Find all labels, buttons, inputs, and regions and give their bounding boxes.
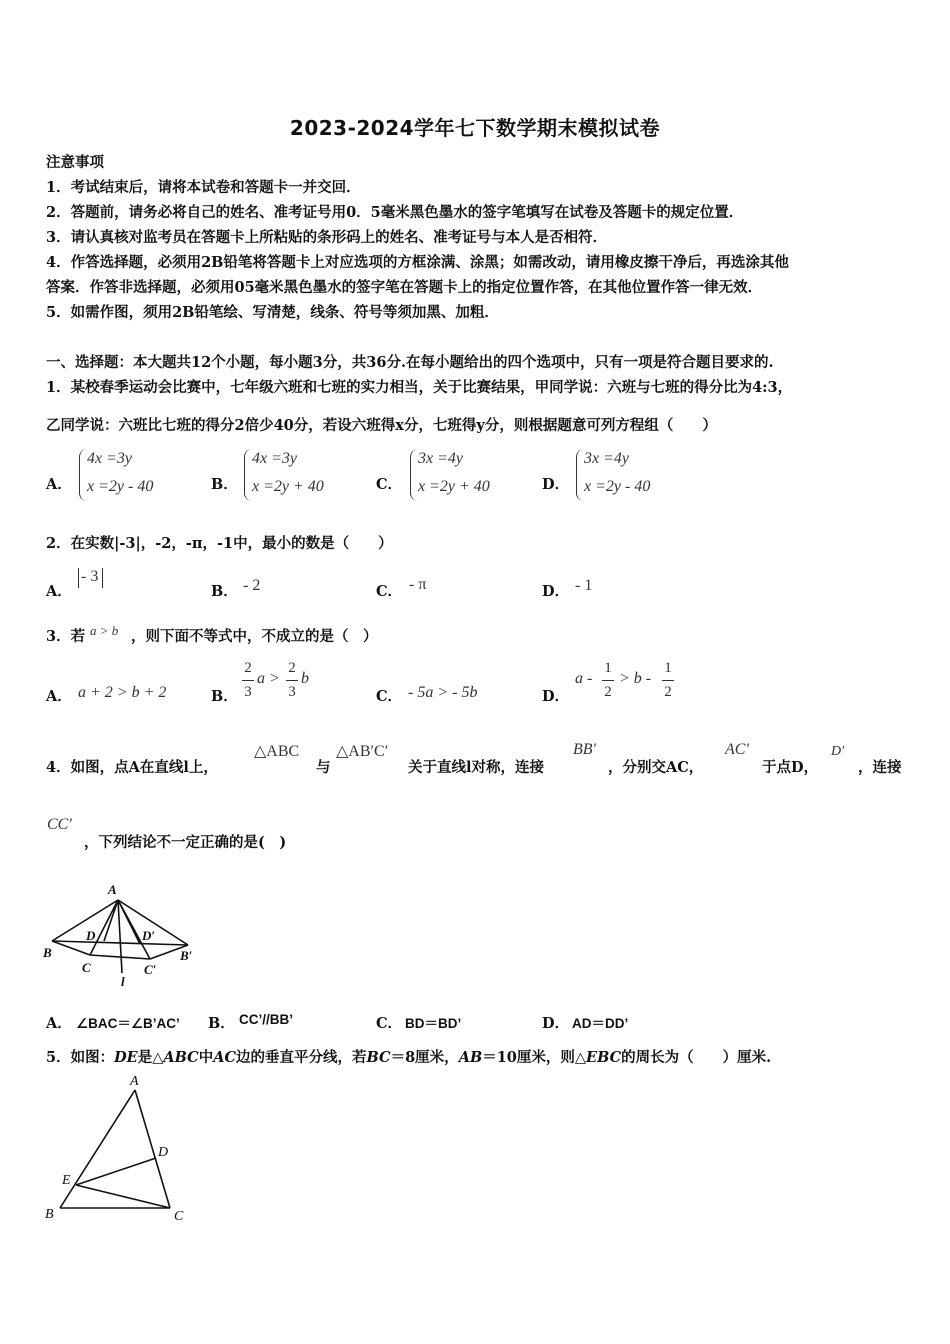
q3-suffix: ，则下面不等式中，不成立的是（ ） bbox=[131, 628, 378, 645]
fraction-numerator: 2 bbox=[288, 660, 296, 676]
equation: x =2y + 40 bbox=[418, 478, 490, 495]
option-label: B． bbox=[211, 583, 238, 600]
fig-label-l: l bbox=[121, 974, 125, 988]
equation: 3x =4y bbox=[418, 450, 463, 467]
option-label: A． bbox=[46, 1015, 72, 1032]
fraction-numerator: 1 bbox=[664, 660, 672, 676]
q5-ac: AC bbox=[213, 1049, 237, 1066]
q5-bc: BC bbox=[366, 1049, 391, 1066]
q4-mid: 关于直线l对称，连接 bbox=[408, 759, 545, 776]
expression-part: b bbox=[301, 670, 309, 687]
fraction-denominator: 3 bbox=[244, 684, 252, 700]
q5-part: ＝10厘米，则△ bbox=[482, 1049, 587, 1066]
notice-item: 5．如需作图，须用2B铅笔绘、写清楚，线条、符号等须加黑、加粗． bbox=[46, 304, 499, 321]
q4-segment-bb: BB′ bbox=[573, 741, 597, 758]
notice-item: 1．考试结束后，请将本试卷和答题卡一并交回． bbox=[46, 179, 361, 196]
q5-ab: AB bbox=[458, 1049, 483, 1066]
q5-part: 是△ bbox=[137, 1049, 164, 1066]
q5-abc: ABC bbox=[163, 1049, 199, 1066]
q4-mid2: ，分别交AC， bbox=[608, 759, 704, 776]
fig-label-c-prime: C′ bbox=[144, 962, 157, 977]
option-label: C． bbox=[376, 583, 403, 600]
option-label: C． bbox=[376, 688, 403, 705]
fig-label-b-prime: B′ bbox=[180, 948, 193, 963]
option-label: A． bbox=[46, 476, 72, 493]
notice-item: 答案．作答非选择题，必须用05毫米黑色墨水的签字笔在答题卡上的指定位置作答，在其他位置作答一律无效． bbox=[46, 279, 763, 296]
expression-part: a - bbox=[575, 670, 593, 687]
fraction-bar bbox=[286, 680, 298, 681]
fraction-bar bbox=[662, 680, 674, 681]
q5-part: ＝8厘米， bbox=[390, 1049, 459, 1066]
q5-ebc: EBC bbox=[586, 1049, 622, 1066]
q4-point-d: D′ bbox=[831, 744, 845, 759]
q4-line2: ，下列结论不一定正确的是( ) bbox=[84, 834, 287, 851]
notice-heading: 注意事项 bbox=[46, 154, 104, 171]
q4-segment-cc: CC′ bbox=[47, 816, 72, 833]
option-text: CC’//BB’ bbox=[239, 1012, 293, 1027]
q5-de: DE bbox=[114, 1049, 138, 1066]
abs-bar-right bbox=[102, 568, 103, 588]
fig-label-c: C bbox=[82, 960, 91, 975]
fraction-denominator: 2 bbox=[604, 684, 612, 700]
option-value: - π bbox=[409, 576, 427, 593]
page-title: 2023-2024学年七下数学期末模拟试卷 bbox=[289, 116, 661, 140]
option-label: C． bbox=[376, 1015, 403, 1032]
equation: x =2y - 40 bbox=[584, 478, 651, 495]
q4-triangle2: △AB′C′ bbox=[336, 743, 389, 760]
fraction-bar bbox=[602, 680, 614, 681]
q5-part: 边的垂直平分线，若 bbox=[236, 1049, 367, 1066]
q4-segment-ac: AC′ bbox=[725, 741, 749, 758]
q1-line1: 1．某校春季运动会比赛中，七年级六班和七班的实力相当，关于比赛结果，甲同学说：六班与七班的得分比为4:3， bbox=[46, 379, 793, 396]
q4-mid3: 于点D， bbox=[762, 759, 819, 776]
option-label: D． bbox=[542, 1015, 570, 1032]
fraction-denominator: 3 bbox=[288, 684, 296, 700]
q4-prefix: 4．如图，点A在直线l上， bbox=[46, 759, 218, 776]
q5-part: 中 bbox=[198, 1049, 214, 1066]
option-value: - 2 bbox=[243, 577, 261, 594]
q4-triangle1: △ABC bbox=[254, 743, 300, 760]
fig-label-c: C bbox=[174, 1209, 184, 1224]
option-label: B． bbox=[211, 476, 238, 493]
equation: 3x =4y bbox=[584, 450, 629, 467]
q1-line2: 乙同学说：六班比七班的得分2倍少40分，若设六班得x分，七班得y分，则根据题意可列方程组（ ） bbox=[46, 417, 717, 434]
option-value: - 3 bbox=[81, 568, 99, 585]
option-label: D． bbox=[542, 688, 570, 705]
q2-text: 2．在实数|-3|，-2，-π，-1中，最小的数是（ ） bbox=[46, 535, 393, 552]
fraction-numerator: 1 bbox=[604, 660, 612, 676]
option-text: AD＝DD’ bbox=[572, 1016, 629, 1031]
option-expression: a + 2 > b + 2 bbox=[78, 684, 167, 701]
q3-prefix: 3．若 bbox=[46, 628, 86, 645]
expression-part: a > bbox=[257, 670, 280, 687]
expression-part: > b - bbox=[619, 670, 652, 687]
option-value: - 1 bbox=[575, 577, 593, 594]
fraction-numerator: 2 bbox=[244, 660, 252, 676]
fig-label-b: B bbox=[43, 945, 52, 960]
q5-part: 的周长为（ ）厘米. bbox=[621, 1049, 772, 1066]
option-text: ∠BAC＝∠B’AC’ bbox=[76, 1016, 180, 1031]
option-label: D． bbox=[542, 583, 570, 600]
option-label: A． bbox=[46, 688, 72, 705]
q4-and: 与 bbox=[316, 759, 331, 776]
option-label: C． bbox=[376, 476, 403, 493]
fig-label-d-prime: D′ bbox=[142, 928, 156, 943]
equation: 4x =3y bbox=[87, 450, 132, 467]
q4-figure bbox=[40, 878, 210, 988]
fig-label-d: D bbox=[158, 1145, 169, 1160]
q4-suffix: ，连接 bbox=[858, 759, 902, 776]
equation: x =2y + 40 bbox=[252, 478, 324, 495]
fraction-bar bbox=[242, 680, 254, 681]
option-label: B． bbox=[208, 1015, 235, 1032]
notice-item: 3．请认真核对监考员在答题卡上所粘贴的条形码上的姓名、准考证号与本人是否相符． bbox=[46, 229, 608, 246]
q3-condition: a > b bbox=[90, 623, 119, 638]
notice-item: 4．作答选择题，必须用2B铅笔将答题卡上对应选项的方框涂满、涂黑；如需改动，请用橡皮擦干净后，再选涂其他 bbox=[46, 254, 789, 271]
q5-figure bbox=[40, 1070, 200, 1230]
fraction-denominator: 2 bbox=[664, 684, 672, 700]
fig-label-b: B bbox=[45, 1207, 54, 1222]
equation: x =2y - 40 bbox=[87, 478, 154, 495]
equation: 4x =3y bbox=[252, 450, 297, 467]
q5-part: 5．如图： bbox=[46, 1049, 115, 1066]
option-label: D． bbox=[542, 476, 570, 493]
option-expression: - 5a > - 5b bbox=[408, 684, 478, 701]
notice-item: 2．答题前，请务必将自己的姓名、准考证号用0．5毫米黑色墨水的签字笔填写在试卷及答题卡的规定位置． bbox=[46, 204, 744, 221]
fig-label-d: D bbox=[86, 928, 96, 943]
option-label: A． bbox=[46, 583, 72, 600]
abs-bar-left bbox=[78, 568, 79, 588]
section-heading: 一、选择题：本大题共12个小题，每小题3分，共36分.在每小题给出的四个选项中，只有一项是符合题目要求的. bbox=[46, 354, 774, 371]
fig-label-a: A bbox=[108, 882, 117, 897]
option-label: B． bbox=[211, 688, 238, 705]
fig-label-a: A bbox=[130, 1074, 139, 1089]
q5-text bbox=[46, 1046, 771, 1067]
option-text: BD＝BD’ bbox=[405, 1016, 462, 1031]
fig-label-e: E bbox=[62, 1173, 71, 1188]
